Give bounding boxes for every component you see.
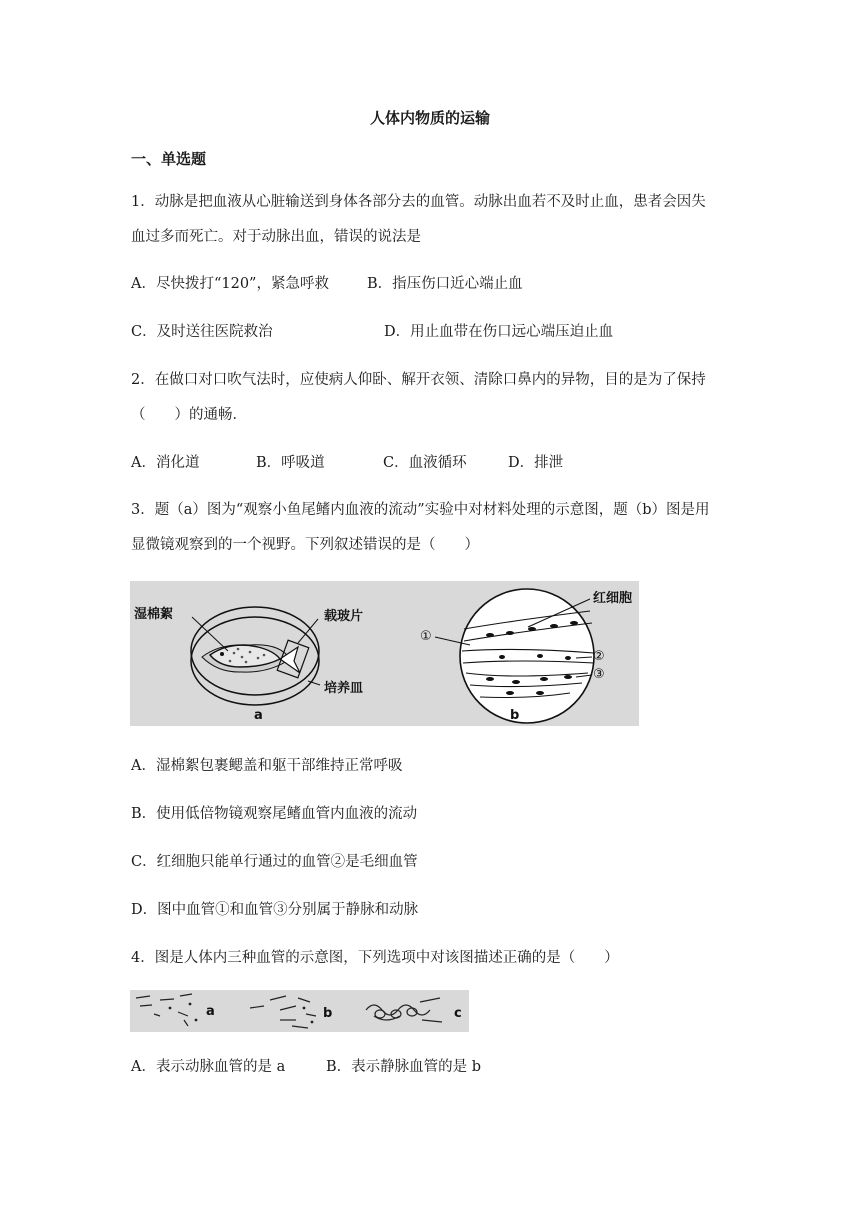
q3-option-b[interactable]: B．使用低倍物镜观察尾鳍血管内血液的流动 bbox=[131, 806, 418, 822]
document-title: 人体内物质的运输 bbox=[369, 109, 490, 127]
label-slide: 载玻片 bbox=[324, 609, 364, 624]
q3-stem-line2: 显微镜观察到的一个视野。下列叙述错误的是（ ） bbox=[131, 537, 479, 553]
label-wet-cotton: 湿棉絮 bbox=[134, 607, 174, 622]
q3-option-a[interactable]: A．湿棉絮包裹鳃盖和躯干部维持正常呼吸 bbox=[131, 758, 403, 774]
label-vessel-b: b bbox=[323, 1006, 333, 1021]
q3-stem-line1: 3．题（a）图为“观察小鱼尾鳍内血液的流动”实验中对材料处理的示意图，题（b）图是用 bbox=[131, 502, 710, 518]
q2-stem-line1: 2．在做口对口吹气法时，应使病人仰卧、解开衣领、清除口鼻内的异物，目的是为了保持 bbox=[131, 372, 706, 388]
q1-option-b[interactable]: B．指压伤口近心端止血 bbox=[367, 276, 523, 292]
q2-option-c[interactable]: C．血液循环 bbox=[383, 455, 467, 471]
q4-figure bbox=[130, 990, 469, 1032]
vessel-b-illustration bbox=[250, 996, 316, 1028]
q3-option-c[interactable]: C．红细胞只能单行通过的血管②是毛细血管 bbox=[131, 854, 418, 870]
vessel-a-illustration bbox=[136, 994, 192, 1026]
vessel-c-illustration bbox=[366, 998, 442, 1022]
label-vessel-a: a bbox=[206, 1004, 215, 1019]
label-vessel-3: ③ bbox=[593, 667, 605, 682]
label-panel-a: a bbox=[254, 708, 263, 723]
petri-dish-illustration bbox=[191, 607, 320, 705]
section-heading: 一、单选题 bbox=[131, 150, 207, 168]
label-vessel-1: ① bbox=[420, 629, 432, 644]
q3-figure bbox=[130, 581, 639, 726]
q4-option-a[interactable]: A．表示动脉血管的是 a bbox=[131, 1059, 286, 1075]
q1-stem-line2: 血过多而死亡。对于动脉出血，错误的说法是 bbox=[131, 229, 421, 245]
label-red-blood-cell: 红细胞 bbox=[593, 591, 633, 606]
label-panel-b: b bbox=[510, 708, 520, 723]
microscope-view-illustration bbox=[435, 589, 594, 723]
q2-option-b[interactable]: B．呼吸道 bbox=[256, 455, 325, 471]
q2-option-d[interactable]: D．排泄 bbox=[508, 455, 564, 471]
label-vessel-2: ② bbox=[593, 649, 605, 664]
q2-stem-line2: （ ）的通畅． bbox=[131, 407, 247, 423]
q3-figure-drawing bbox=[130, 581, 639, 726]
q1-option-a[interactable]: A．尽快拨打“120”，紧急呼救 bbox=[131, 276, 329, 292]
q4-option-b[interactable]: B．表示静脉血管的是 b bbox=[326, 1059, 482, 1075]
q1-option-d[interactable]: D．用止血带在伤口远心端压迫止血 bbox=[384, 324, 614, 340]
q1-stem-line1: 1．动脉是把血液从心脏输送到身体各部分去的血管。动脉出血若不及时止血，患者会因失 bbox=[131, 194, 706, 210]
q2-option-a[interactable]: A．消化道 bbox=[131, 455, 200, 471]
q1-option-c[interactable]: C．及时送往医院救治 bbox=[131, 324, 273, 340]
q4-stem-line1: 4．图是人体内三种血管的示意图，下列选项中对该图描述正确的是（ ） bbox=[131, 950, 619, 966]
label-vessel-c: c bbox=[454, 1006, 462, 1021]
q4-figure-drawing bbox=[130, 990, 469, 1032]
q3-option-d[interactable]: D．图中血管①和血管③分别属于静脉和动脉 bbox=[131, 902, 419, 918]
label-petri-dish: 培养皿 bbox=[324, 681, 364, 696]
